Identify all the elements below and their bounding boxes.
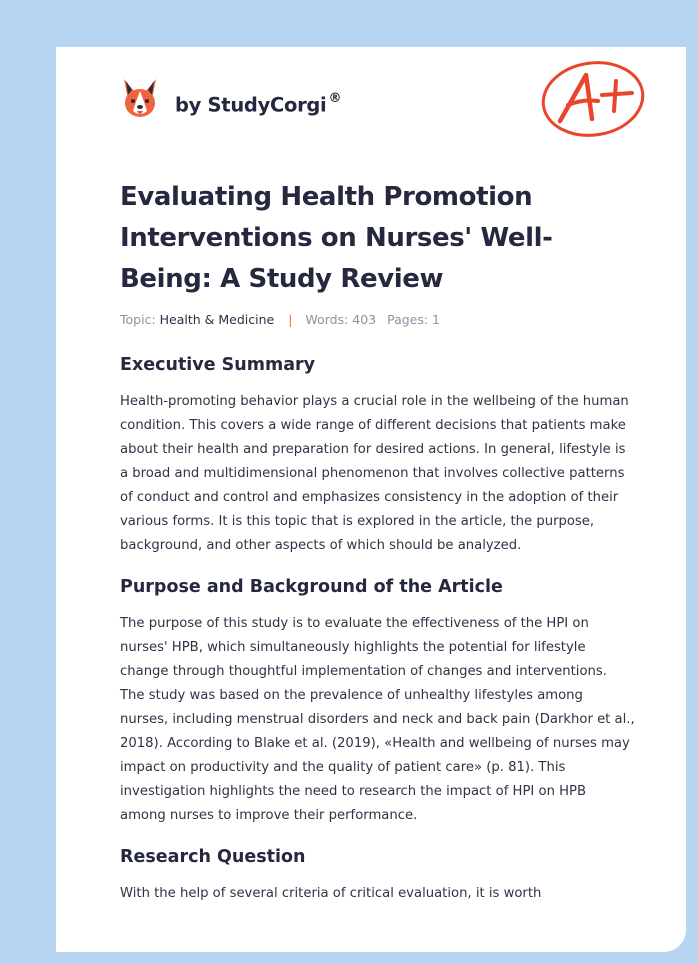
corgi-logo-icon[interactable] bbox=[120, 77, 160, 121]
topic-link[interactable]: Health & Medicine bbox=[159, 312, 275, 327]
meta-separator: | bbox=[288, 312, 293, 327]
section-heading: Purpose and Background of the Article bbox=[120, 577, 503, 597]
brand-text: by StudyCorgi bbox=[175, 93, 327, 117]
section-paragraph: With the help of several criteria of critical evaluation, it is worth bbox=[120, 886, 542, 901]
section-paragraph: Health-promoting behavior plays a crucial role in the wellbeing of the human condition. This covers a wide range of different decisions that patients make about their health and preparation for desired actions. In general, lifestyle is a broad and multidimensional phenomenon that involves collective patterns of conduct and control and emphasizes consistency in the adoption of their various forms. It is this topic that is explored in the article, the purpose, background, and other aspects of which should be analyzed. bbox=[120, 394, 629, 553]
article-body bbox=[120, 353, 635, 906]
section-heading: Executive Summary bbox=[120, 355, 316, 375]
a-plus-grade-icon bbox=[538, 59, 648, 139]
article-title: Evaluating Health Promotion Interventions on Nurses' Well-Being: A Study Review bbox=[120, 182, 553, 294]
topic-label: Topic: bbox=[120, 312, 156, 327]
page-count: Pages: 1 bbox=[387, 312, 441, 327]
section-heading: Research Question bbox=[120, 847, 306, 867]
document-page bbox=[56, 47, 686, 952]
article-meta bbox=[120, 312, 440, 327]
registered-mark: ® bbox=[328, 91, 342, 106]
brand-name[interactable] bbox=[175, 93, 341, 117]
word-count: Words: 403 bbox=[305, 312, 377, 327]
section-paragraph: The purpose of this study is to evaluate the effectiveness of the HPI on nurses' HPB, which simultaneously highlights the potential for lifestyle change through thoughtful implementation of changes and interventions. The study was based on the prevalence of unhealthy lifestyles among nurses, including menstrual disorders and neck and back pain (Darkhor et al., 2018). According to Blake et al. (2019), «Health and wellbeing of nurses may impact on productivity and the quality of patient care» (p. 81). This investigation highlights the need to research the impact of HPI on HPB among nurses to improve their performance. bbox=[120, 616, 635, 823]
